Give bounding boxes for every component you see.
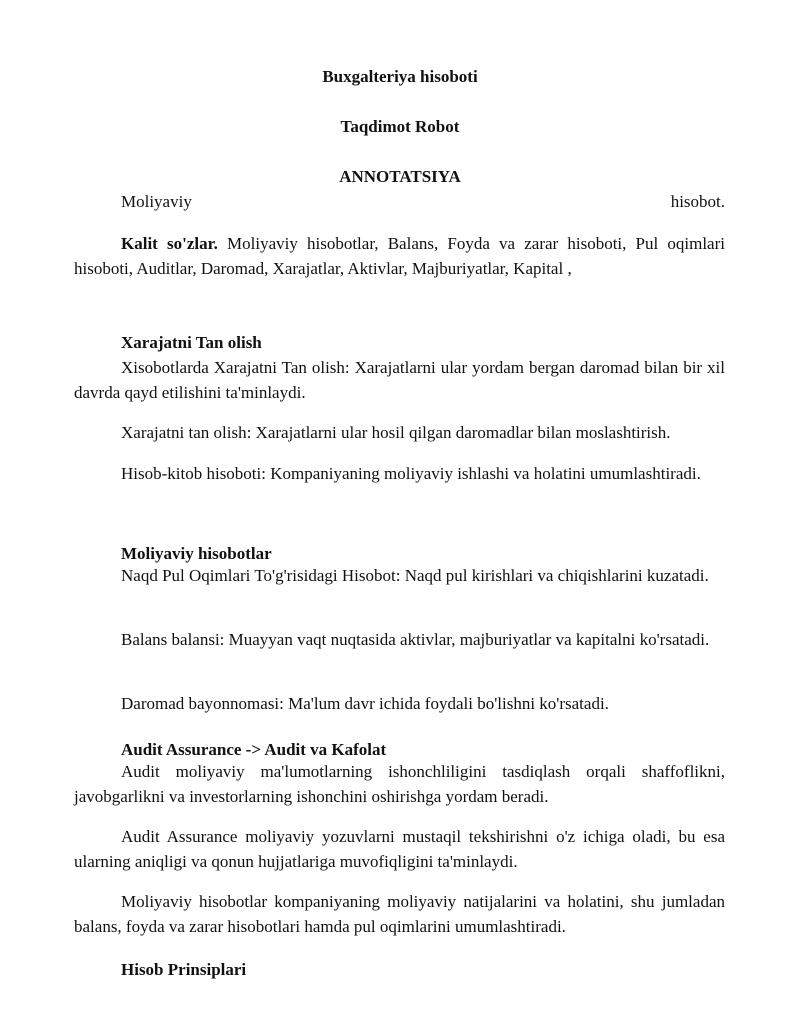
document-subtitle: Taqdimot Robot	[340, 117, 460, 136]
audit-paragraph-1: Audit moliyaviy ma'lumotlarning ishonchliligini tasdiqlash orqali shaffoflikni, javobgarlikni va investorlarning ishonchini oshirishga yordam beradi.	[74, 762, 725, 806]
keywords-paragraph	[74, 232, 725, 281]
expense-paragraph-2: Xarajatni tan olish: Xarajatlarni ular hosil qilgan daromadlar bilan moslashtirish.	[121, 423, 671, 442]
keywords-text: Moliyaviy hisobotlar, Balans, Foyda va zarar hisoboti, Pul oqimlari hisoboti, Auditlar, Daromad, Xarajatlar, Aktivlar, Majburiyatlar, Kapital ,	[74, 234, 725, 278]
audit-paragraph-3: Moliyaviy hisobotlar kompaniyaning moliyaviy natijalarini va holatini, shu jumladan balans, foyda va zarar hisobotlari hamda pul oqimlarini umumlashtiradi.	[74, 892, 725, 936]
document-title: Buxgalteriya hisoboti	[322, 67, 478, 86]
section-heading-expense: Xarajatni Tan olish	[121, 333, 262, 352]
keywords-label: Kalit so'zlar.	[121, 234, 218, 253]
annotation-left-word: Moliyaviy	[121, 192, 192, 211]
expense-paragraph-1: Xisobotlarda Xarajatni Tan olish: Xarajatlarni ular yordam bergan daromad bilan bir xil davrda qayd etilishini ta'minlaydi.	[74, 358, 725, 402]
section-heading-audit: Audit Assurance -> Audit va Kafolat	[121, 740, 387, 759]
annotation-heading: ANNOTATSIYA	[339, 167, 461, 186]
expense-paragraph-3: Hisob-kitob hisoboti: Kompaniyaning moliyaviy ishlashi va holatini umumlashtiradi.	[121, 464, 701, 483]
annotation-line	[121, 191, 725, 213]
section-heading-principles: Hisob Prinsiplari	[121, 960, 247, 979]
audit-paragraph-2: Audit Assurance moliyaviy yozuvlarni mustaqil tekshirishni o'z ichiga oladi, bu esa ularning aniqligi va qonun hujjatlariga muvofiqligini ta'minlaydi.	[74, 827, 725, 871]
section-heading-financial: Moliyaviy hisobotlar	[121, 544, 272, 563]
financial-paragraph-3: Daromad bayonnomasi: Ma'lum davr ichida foydali bo'lishni ko'rsatadi.	[121, 694, 609, 713]
annotation-right-word: hisobot.	[670, 192, 725, 211]
financial-paragraph-1: Naqd Pul Oqimlari To'g'risidagi Hisobot: Naqd pul kirishlari va chiqishlarini kuzatadi.	[121, 566, 709, 585]
financial-paragraph-2: Balans balansi: Muayyan vaqt nuqtasida aktivlar, majburiyatlar va kapitalni ko'rsatadi.	[121, 630, 710, 649]
